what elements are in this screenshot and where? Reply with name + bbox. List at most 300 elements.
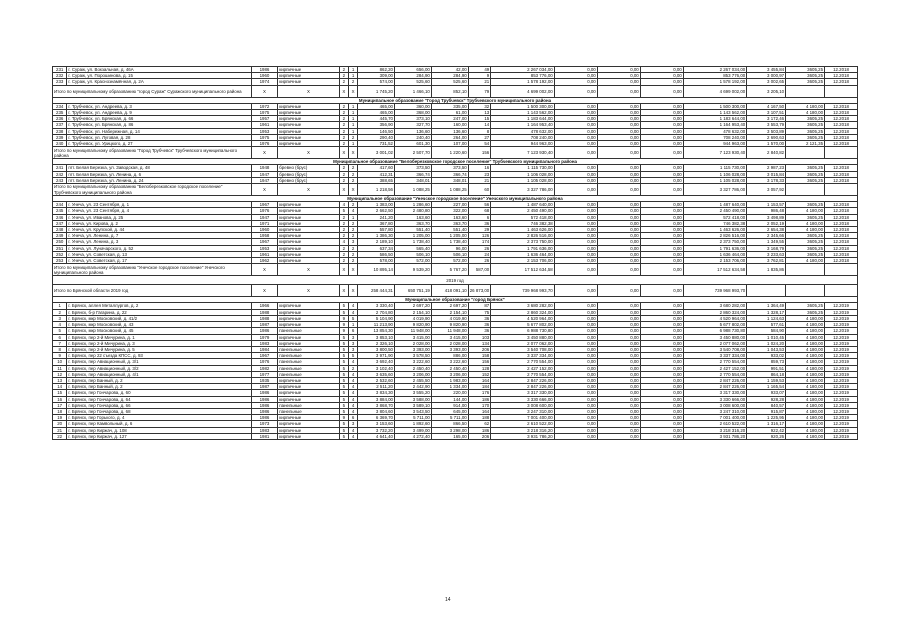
table-cell: 2 427 152,00	[491, 365, 554, 371]
table-cell: 356,90	[358, 122, 395, 128]
table-cell: X	[339, 264, 348, 276]
table-cell: 0,00	[554, 334, 597, 340]
table-cell: X	[339, 184, 348, 196]
table-cell: 1 383,00	[358, 202, 395, 208]
table-cell: 1947	[251, 171, 278, 177]
table-cell: 0,00	[554, 371, 597, 377]
table-cell: Итого по муниципальному образованию "город Сураж" Суражского муниципального района	[53, 85, 252, 97]
table-cell: 170	[468, 402, 491, 408]
table-cell: 1	[348, 67, 357, 73]
table-cell: 3 578,50	[395, 353, 432, 359]
table-cell: X	[348, 147, 357, 159]
table-cell: 9 539,20	[395, 264, 432, 276]
table-cell: 5 677 802,00	[491, 322, 554, 328]
table-cell: 134	[468, 340, 491, 346]
table-cell: кирпичные	[278, 421, 339, 427]
table-cell: 2	[339, 245, 348, 251]
table-cell: 1948	[251, 165, 278, 171]
table-cell: 656,00	[395, 67, 432, 73]
table-cell: 241	[53, 165, 67, 171]
table-cell: 3 002,65	[747, 79, 786, 85]
table-cell: 3605,25	[786, 202, 825, 208]
table-cell: Итого по муниципальному образованию "Унечское городское поселение" Унечского муниципального района	[53, 264, 252, 276]
table-cell: кирпичные	[278, 315, 339, 321]
table-cell: 886,00	[431, 353, 468, 359]
table-cell: 19	[53, 415, 67, 421]
table-cell: 1974	[251, 79, 278, 85]
table-cell: 5	[339, 377, 348, 383]
table-cell: 253	[53, 258, 67, 264]
table-cell: 506,10	[395, 251, 432, 257]
table-cell: 3 543,50	[395, 408, 432, 414]
table-cell: 1984	[251, 346, 278, 352]
table-cell: пгт. Белая Березка, ул. Заводская, д. 48	[67, 165, 251, 171]
table-cell: 3 337 334,00	[491, 353, 554, 359]
table-cell: 4 180,00	[786, 402, 825, 408]
table-cell: 584,90	[747, 328, 786, 334]
table-cell: 0,00	[554, 328, 597, 334]
table-cell: 0,00	[597, 147, 640, 159]
table-cell: 1976	[251, 141, 278, 147]
table-cell: 11 948,00	[431, 328, 468, 334]
table-cell: 1988	[251, 315, 278, 321]
table-cell: 12.2018	[825, 141, 858, 147]
table-cell: 525,60	[395, 79, 432, 85]
table-cell: 1	[348, 110, 357, 116]
table-cell: 1 153,57	[747, 202, 786, 208]
table-cell: 3605,25	[786, 251, 825, 257]
table-cell: 0,00	[597, 285, 640, 297]
table-cell: 2 826 516,00	[683, 233, 746, 239]
table-cell: 1979	[251, 334, 278, 340]
table-cell: 3 107,51	[747, 110, 786, 116]
table-cell: 2 697,20	[431, 303, 468, 309]
table-cell: 731,52	[358, 141, 395, 147]
table-cell: 236	[53, 116, 67, 122]
table-cell: 136,60	[431, 128, 468, 134]
table-cell: 577,61	[747, 322, 786, 328]
table-cell: кирпичные	[278, 340, 339, 346]
table-cell: 2	[339, 141, 348, 147]
table-cell: 0,00	[640, 233, 683, 239]
table-cell: 2 189,10	[358, 239, 395, 245]
table-cell: 0,00	[597, 322, 640, 328]
table-cell: 4 180,00	[786, 421, 825, 427]
table-cell: 1 386,30	[358, 233, 395, 239]
table-cell: 2 480,80	[395, 208, 432, 214]
table-cell: 164	[468, 377, 491, 383]
table-cell: г. Брянск, пер Гончарова, д. 66	[67, 402, 251, 408]
table-cell: 0,00	[640, 309, 683, 315]
table-cell: кирпичные	[278, 415, 339, 421]
table-cell: 12.2019	[825, 421, 858, 427]
table-cell: 240	[53, 141, 67, 147]
table-cell: 0,00	[554, 396, 597, 402]
table-cell: 0,00	[554, 122, 597, 128]
table-cell: 249	[53, 233, 67, 239]
table-cell: 4 180,00	[786, 322, 825, 328]
table-cell: 933,02	[747, 353, 786, 359]
table-cell: 248	[53, 227, 67, 233]
table-cell: 5	[339, 353, 348, 359]
table-cell: 1 791 636,00	[683, 245, 746, 251]
table-cell: 4 180,00	[786, 208, 825, 214]
table-cell: 3 971,90	[358, 353, 395, 359]
table-cell: панельные	[278, 408, 339, 414]
table-cell: 1967	[251, 239, 278, 245]
table-cell: 914,00	[431, 402, 468, 408]
table-cell: 0,00	[597, 227, 640, 233]
table-cell: 4 180,00	[786, 433, 825, 439]
table-cell: 3	[348, 239, 357, 245]
table-cell	[825, 85, 858, 97]
table-cell: 2 427 152,00	[683, 365, 746, 371]
table-cell: 6 369,70	[358, 415, 395, 421]
table-cell: 6	[348, 415, 357, 421]
table-cell: 12.2019	[825, 408, 858, 414]
table-cell: 4	[348, 371, 357, 377]
table-cell: 12.2018	[825, 128, 858, 134]
table-cell: 0,00	[554, 110, 597, 116]
table-cell: 0,00	[640, 103, 683, 109]
table-cell: 21	[468, 79, 491, 85]
register-table	[52, 66, 858, 440]
table-cell: 1 105 028,00	[491, 177, 554, 183]
table-cell: 3 178,33	[747, 177, 786, 183]
table-cell: 327,70	[395, 122, 432, 128]
table-cell: 322,00	[431, 208, 468, 214]
table-cell: 3 499,00	[395, 427, 432, 433]
table-cell: 0,00	[640, 315, 683, 321]
table-cell: 12.2018	[825, 73, 858, 79]
table-cell: 56	[468, 202, 491, 208]
table-cell: 2 690,63	[747, 134, 786, 140]
table-cell: 3	[53, 315, 67, 321]
table-cell: г. Брянск, пер Авиационный, д. 4/1	[67, 371, 251, 377]
table-cell: 79	[468, 85, 491, 97]
table-cell: кирпичные	[278, 322, 339, 328]
table-cell: 284,90	[395, 73, 432, 79]
table-cell: 13	[468, 110, 491, 116]
table-cell: 2 847 226,00	[683, 384, 746, 390]
table-cell: 2 450 490,00	[491, 208, 554, 214]
table-cell: 163,60	[395, 214, 432, 220]
table-cell: 5	[339, 365, 348, 371]
table-cell: 0,00	[640, 134, 683, 140]
table-cell: 3 172,46	[747, 116, 786, 122]
table-cell: 12.2019	[825, 353, 858, 359]
table-cell: кирпичные	[278, 239, 339, 245]
table-cell: 506,10	[431, 251, 468, 257]
table-cell: 335,00	[431, 103, 468, 109]
table-cell: 0,00	[554, 147, 597, 159]
table-cell: 1 115 730,00	[491, 165, 554, 171]
table-cell: 0,00	[640, 371, 683, 377]
table-cell: 0,00	[597, 128, 640, 134]
table-cell: 5	[339, 346, 348, 352]
table-cell: 1 043,53	[747, 346, 786, 352]
table-cell: 986,48	[747, 208, 786, 214]
table-cell: 5	[53, 328, 67, 334]
table-cell: 708 240,00	[683, 134, 746, 140]
table-cell: 4 180,00	[786, 365, 825, 371]
table-cell: 11	[53, 365, 67, 371]
table-cell: 12.2018	[825, 220, 858, 226]
table-cell: 565,40	[395, 245, 432, 251]
table-cell: 4	[348, 384, 357, 390]
table-cell: г. Брянск, пер 2-й Мичурина, д. 5	[67, 346, 251, 352]
total-row	[53, 147, 858, 159]
table-cell: 5 711,00	[395, 415, 432, 421]
table-cell: 242	[53, 171, 67, 177]
table-cell: 373,50	[431, 165, 468, 171]
table-cell: 366,74	[431, 171, 468, 177]
table-cell: 1 570,00	[747, 141, 786, 147]
table-cell: 418 091,10	[431, 285, 468, 297]
table-cell: 1986	[251, 408, 278, 414]
table-cell: 186	[468, 396, 491, 402]
table-cell: 367,80	[358, 220, 395, 226]
table-cell: Итого по Брянской области 2019 год	[53, 285, 252, 297]
table-cell: 16	[53, 396, 67, 402]
table-cell: 4	[348, 427, 357, 433]
table-cell: г. Брянск, пер Банный, д. 2	[67, 377, 251, 383]
table-cell: 1 024,20	[747, 340, 786, 346]
table-cell: 0,00	[597, 141, 640, 147]
table-cell: 2 532,60	[358, 377, 395, 383]
table-cell: 14	[53, 384, 67, 390]
table-cell: 232	[53, 73, 67, 79]
table-cell: 12.2018	[825, 245, 858, 251]
table-cell: 0,00	[597, 346, 640, 352]
table-cell: 4 180,00	[786, 371, 825, 377]
table-cell: 21	[468, 177, 491, 183]
table-cell: 244	[53, 202, 67, 208]
table-cell: г. Брянск, пер Гончарова, д. 64	[67, 396, 251, 402]
table-cell: 4 180,00	[786, 415, 825, 421]
table-cell: 5 104,90	[358, 315, 395, 321]
table-cell: 3 762,81	[747, 258, 786, 264]
table-cell: кирпичные	[278, 227, 339, 233]
table-cell: 933,07	[747, 390, 786, 396]
table-cell: 136,60	[395, 128, 432, 134]
table-cell: 0,00	[640, 214, 683, 220]
table-cell: панельные	[278, 371, 339, 377]
table-cell: кирпичные	[278, 309, 339, 315]
table-cell: 309,00	[358, 73, 395, 79]
table-cell: г. Брянск, пер Банный, д. 2	[67, 384, 251, 390]
table-cell: 1 738,40	[395, 239, 432, 245]
table-cell: 2 442,90	[395, 384, 432, 390]
table-cell: 4	[348, 303, 357, 309]
table-cell: 4	[348, 390, 357, 396]
table-cell: 12.2019	[825, 390, 858, 396]
table-cell: 3 218 316,20	[683, 427, 746, 433]
table-cell: 12.2019	[825, 377, 858, 383]
table-cell: 1 500 300,00	[491, 103, 554, 109]
table-cell: 0,00	[597, 303, 640, 309]
table-cell: 1 183 644,00	[491, 116, 554, 122]
table-cell: панельные	[278, 353, 339, 359]
table-cell: 2	[339, 165, 348, 171]
table-cell: 247	[53, 220, 67, 226]
table-cell: 0,00	[640, 227, 683, 233]
table-cell: г. Брянск, пер Горького, д. 4	[67, 415, 251, 421]
table-cell: 4	[348, 408, 357, 414]
table-cell: 23	[468, 171, 491, 177]
table-cell: 862,20	[358, 67, 395, 73]
table-cell: 915,87	[747, 408, 786, 414]
table-cell: кирпичные	[278, 141, 339, 147]
table-cell: 1966	[251, 303, 278, 309]
table-cell: 2 770 554,00	[491, 359, 554, 365]
table-cell: 853 776,00	[683, 73, 746, 79]
table-cell: 864,18	[747, 371, 786, 377]
table-cell: 1988	[251, 309, 278, 315]
table-cell: 1973	[251, 421, 278, 427]
table-cell: 0,00	[640, 377, 683, 383]
table-cell: 5 767,20	[431, 264, 468, 276]
table-cell: 2	[339, 128, 348, 134]
table-cell: 3605,25	[786, 309, 825, 315]
table-cell: 2 450,40	[431, 365, 468, 371]
table-cell: 1	[348, 73, 357, 79]
table-cell: 991,51	[747, 365, 786, 371]
table-cell: 2	[348, 171, 357, 177]
table-cell: 2 455,50	[395, 377, 432, 383]
table-cell: кирпичные	[278, 67, 339, 73]
table-cell: 3 008 600,00	[683, 402, 746, 408]
table-cell: 290,40	[358, 134, 395, 140]
table-cell: 12.2018	[825, 177, 858, 183]
table-cell: г. Брянск, б-р Гагарина, д. 22	[67, 309, 251, 315]
table-cell: кирпичные	[278, 334, 339, 340]
table-cell: 944 963,00	[683, 141, 746, 147]
table-cell: 3 218 316,20	[491, 427, 554, 433]
table-cell: 348,01	[395, 177, 432, 183]
total-row	[53, 285, 858, 297]
table-cell: пгт. Белая Березка, ул. Ленина, д. 24	[67, 177, 251, 183]
table-cell: 0,00	[597, 408, 640, 414]
table-cell: 4 520 964,00	[491, 315, 554, 321]
table-cell: 17 512 634,58	[491, 264, 554, 276]
table-cell: панельные	[278, 359, 339, 365]
table-cell: 0,00	[554, 285, 597, 297]
table-cell: 0,00	[597, 171, 640, 177]
table-cell: 0,00	[597, 233, 640, 239]
table-cell: 1 636 464,00	[683, 251, 746, 257]
table-cell: г. Унеча, ул. Советская, д. 13	[67, 251, 251, 257]
table-cell: 234	[53, 103, 67, 109]
table-cell: 264,00	[431, 134, 468, 140]
table-cell: 3605,25	[786, 245, 825, 251]
table-cell: X	[278, 184, 339, 196]
table-cell: 4 180,00	[786, 384, 825, 390]
table-cell: 156	[468, 147, 491, 159]
table-cell: 1 143 562,00	[491, 110, 554, 116]
table-cell: 3 206,00	[431, 371, 468, 377]
table-cell: 3 393,00	[395, 346, 432, 352]
table-cell: 1 791 636,00	[491, 245, 554, 251]
table-cell: 0,00	[554, 353, 597, 359]
table-cell: 3 008 600,00	[491, 402, 554, 408]
table-cell: 13	[53, 377, 67, 383]
table-cell: 220,00	[431, 390, 468, 396]
table-cell: 373,10	[395, 116, 432, 122]
table-cell: 2	[339, 116, 348, 122]
table-cell: 17	[53, 402, 67, 408]
table-cell: 3 804,60	[358, 408, 395, 414]
table-cell: 0,00	[640, 239, 683, 245]
table-cell: 160,00	[431, 122, 468, 128]
table-cell: 3	[348, 334, 357, 340]
table-cell: 1 738,40	[431, 239, 468, 245]
table-cell: 103	[468, 334, 491, 340]
table-cell: г. Брянск, пер Камвольный, д. 6	[67, 421, 251, 427]
table-cell: 3 553,79	[747, 122, 786, 128]
table-cell: г. Унеча, ул. Иванова, д. 25	[67, 214, 251, 220]
table-cell: 3 450 880,00	[683, 334, 746, 340]
table-cell: г. Сураж, ул. Краснознамённая, д. 2А	[67, 79, 251, 85]
table-cell: 4 180,00	[786, 396, 825, 402]
table-cell: 1 636 464,00	[491, 251, 554, 257]
table-cell: 2 860 324,00	[683, 309, 746, 315]
table-cell: 2 697,20	[395, 303, 432, 309]
table-cell: 3605,25	[786, 79, 825, 85]
table-cell: г. Унеча, ул. Советская, д. 17	[67, 258, 251, 264]
table-cell: 26	[468, 258, 491, 264]
table-cell: 17 512 634,58	[683, 264, 746, 276]
table-cell	[825, 264, 858, 276]
table-cell: X	[339, 147, 348, 159]
table-cell: 4	[348, 359, 357, 365]
table-cell: г. Трубчевск, ул. Луговая, д. 28	[67, 134, 251, 140]
table-cell: 3 102,40	[358, 365, 395, 371]
table-cell: 478 632,00	[491, 128, 554, 134]
table-cell: г. Унеча, ул. Ленина, д. 3	[67, 239, 251, 245]
table-cell: 5	[348, 315, 357, 321]
table-cell: г. Брянск, пер Авиационный, д. 3/2	[67, 365, 251, 371]
table-cell: 0,00	[640, 128, 683, 134]
table-cell: 12.2019	[825, 328, 858, 334]
table-cell: 3 015,84	[747, 171, 786, 177]
table-cell: 1971	[251, 220, 278, 226]
table-cell: 1958	[251, 233, 278, 239]
table-cell: 0,00	[554, 227, 597, 233]
table-cell: 5	[339, 340, 348, 346]
table-cell: 840,57	[747, 402, 786, 408]
table-cell: 4 180,00	[786, 103, 825, 109]
table-cell: 0,00	[597, 427, 640, 433]
table-cell: 4 180,00	[786, 227, 825, 233]
table-cell: 12.2019	[825, 315, 858, 321]
table-cell: 366,74	[395, 171, 432, 177]
table-cell: 1 983,00	[431, 377, 468, 383]
table-cell: 0,00	[597, 421, 640, 427]
table-cell: 1972	[251, 103, 278, 109]
document-sheet	[52, 66, 858, 440]
table-cell: 0,00	[597, 402, 640, 408]
table-cell: 3605,25	[786, 116, 825, 122]
table-cell: 1 165,54	[747, 384, 786, 390]
table-cell: 1987	[251, 322, 278, 328]
table-cell: 2	[348, 245, 357, 251]
table-cell: 4	[348, 309, 357, 315]
table-cell: 465,00	[358, 103, 395, 109]
table-cell: 4 180,00	[786, 427, 825, 433]
table-cell: 1	[348, 103, 357, 109]
table-cell: 5	[339, 433, 348, 439]
